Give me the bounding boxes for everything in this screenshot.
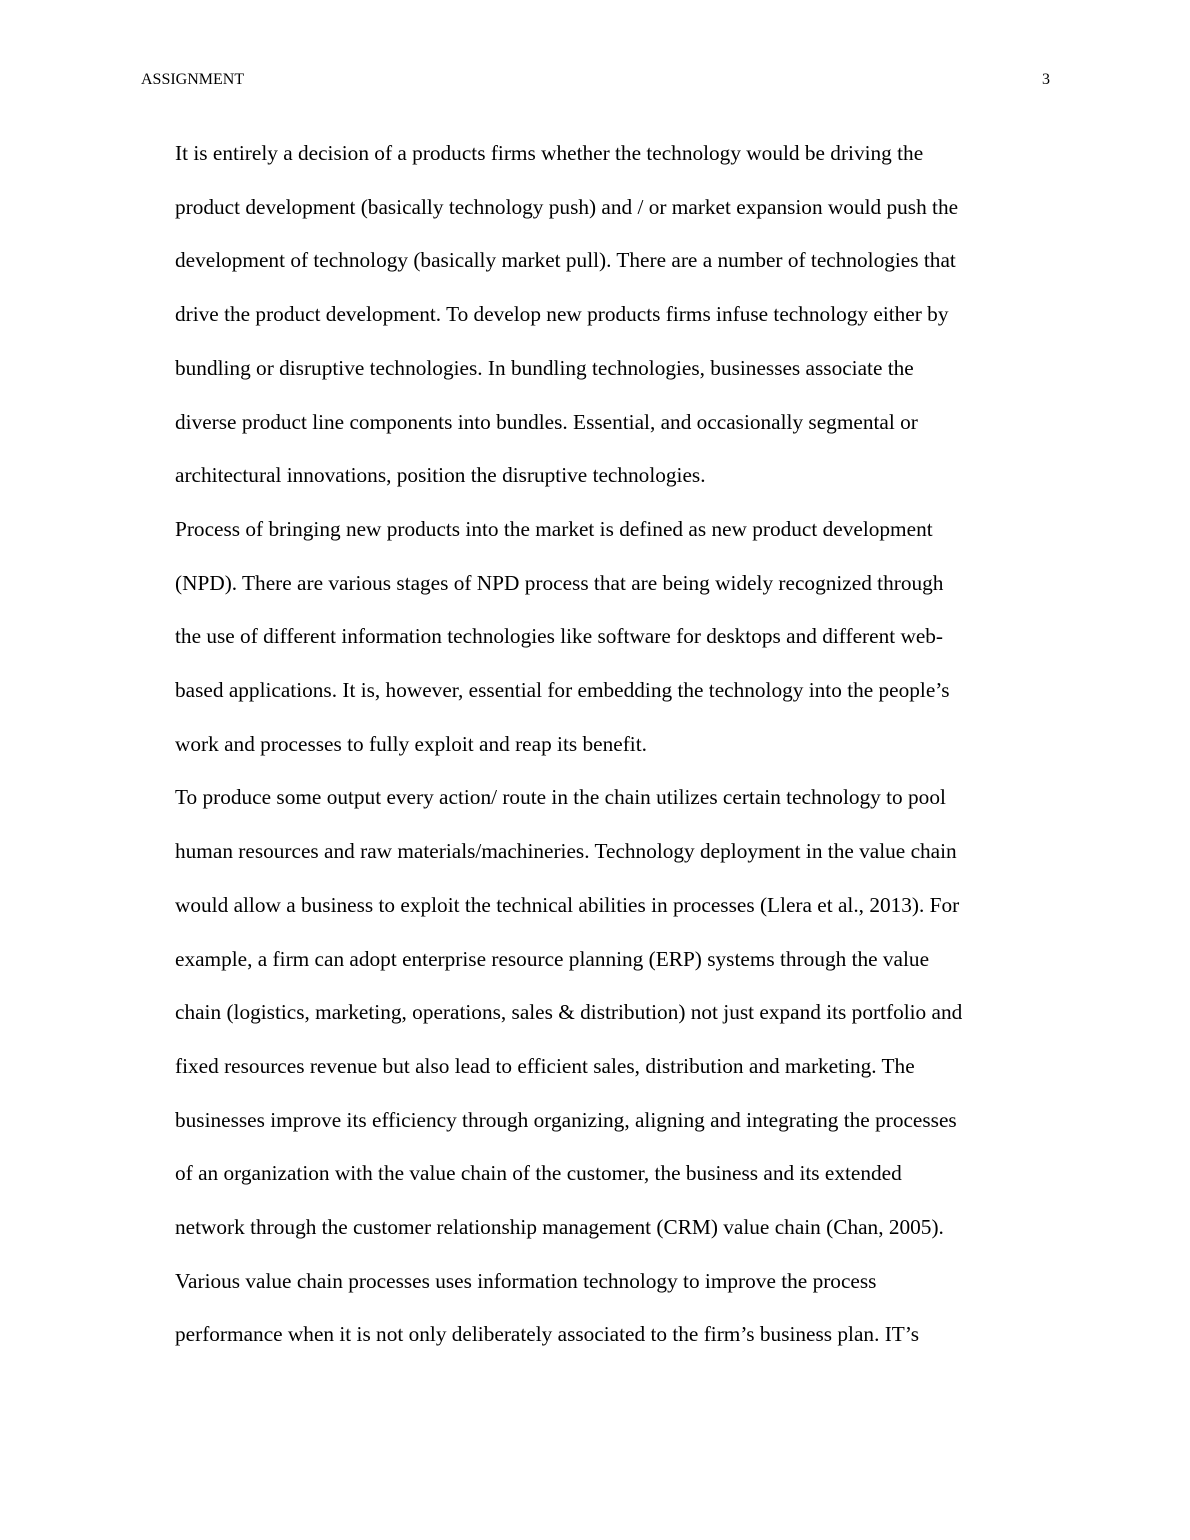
text-line: fixed resources revenue but also lead to efficient sales, distribution and marketing. The xyxy=(175,1053,915,1078)
text-line: product development (basically technology push) and / or market expansion would push the xyxy=(175,194,959,219)
text-line: the use of different information technologies like software for desktops and different web- xyxy=(175,624,944,649)
text-line: example, a firm can adopt enterprise resource planning (ERP) systems through the value xyxy=(175,946,930,971)
body-text xyxy=(175,127,1055,1362)
page-number: 3 xyxy=(1042,71,1050,88)
text-line: bundling or disruptive technologies. In bundling technologies, businesses associate the xyxy=(175,355,914,380)
text-line: work and processes to fully exploit and reap its benefit. xyxy=(175,731,647,756)
text-line: Process of bringing new products into the market is defined as new product development xyxy=(175,516,933,541)
text-line: businesses improve its efficiency through organizing, aligning and integrating the processes xyxy=(175,1107,957,1132)
text-line: would allow a business to exploit the technical abilities in processes (Llera et al., 2013). For xyxy=(175,892,960,917)
running-head: ASSIGNMENT xyxy=(141,71,245,88)
text-line: chain (logistics, marketing, operations, sales & distribution) not just expand its portfolio and xyxy=(175,1000,963,1025)
text-line: performance when it is not only deliberately associated to the firm’s business plan. IT’s xyxy=(175,1322,920,1347)
text-line: network through the customer relationship management (CRM) value chain (Chan, 2005). xyxy=(175,1215,944,1240)
text-line: To produce some output every action/ route in the chain utilizes certain technology to pool xyxy=(175,785,946,810)
text-line: Various value chain processes uses information technology to improve the process xyxy=(175,1268,877,1293)
text-line: diverse product line components into bundles. Essential, and occasionally segmental or xyxy=(175,409,918,434)
text-line: (NPD). There are various stages of NPD process that are being widely recognized through xyxy=(175,570,944,595)
text-line: based applications. It is, however, essential for embedding the technology into the people’s xyxy=(175,678,950,703)
text-line: drive the product development. To develop new products firms infuse technology either by xyxy=(175,302,949,327)
text-line: of an organization with the value chain of the customer, the business and its extended xyxy=(175,1161,902,1186)
text-line: It is entirely a decision of a products firms whether the technology would be driving the xyxy=(175,141,924,165)
text-line: architectural innovations, position the disruptive technologies. xyxy=(175,463,706,488)
text-line: human resources and raw materials/machineries. Technology deployment in the value chain xyxy=(175,839,957,864)
text-line: development of technology (basically market pull). There are a number of technologies that xyxy=(175,248,956,273)
